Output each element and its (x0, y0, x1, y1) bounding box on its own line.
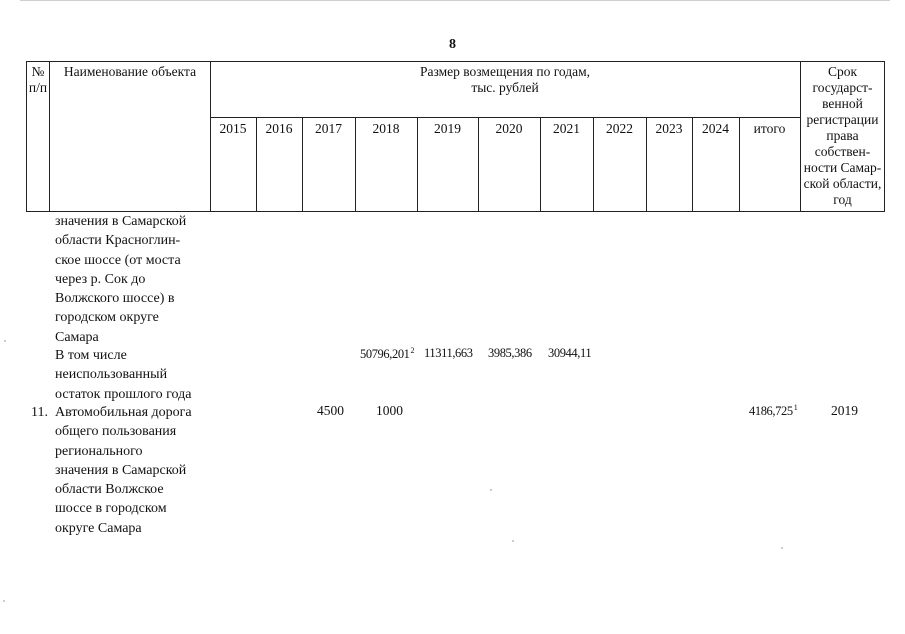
scan-speck (3, 600, 5, 602)
year-2017: 2017 (315, 121, 342, 136)
table-top-border (26, 61, 884, 62)
header-term: Срок государст-венной регистрации права собствен-ности Самар-ской области, год (803, 64, 882, 207)
col-border-right (884, 61, 885, 212)
subrow-2021-value: 30944,11 (548, 346, 592, 360)
subrow-2018-value (360, 346, 414, 362)
header-compensation: Размер возмещения по годам, тыс. рублей (419, 64, 591, 95)
year-2023: 2023 (655, 121, 683, 136)
footnote-mark: 1 (793, 403, 798, 412)
row11-2018-value: 1000 (376, 403, 403, 418)
row11-2017-value: 4500 (317, 403, 344, 418)
subrow-2019-value: 11311,663 (424, 346, 473, 360)
subrow-label: В том числе неиспользованный остаток прошлого года (55, 348, 192, 402)
scan-speck (781, 547, 783, 549)
scan-edge (20, 0, 890, 1)
row11-total-number: 4186,725 (749, 404, 793, 418)
row11-total-value (749, 403, 797, 419)
year-2015: 2015 (219, 121, 247, 136)
years-row-border (210, 117, 800, 118)
year-2019: 2019 (434, 121, 461, 136)
header-no: № п/п (28, 64, 48, 95)
scan-speck (512, 540, 514, 542)
header-name: Наименование объекта (63, 64, 197, 79)
footnote-mark: 2 (410, 346, 415, 355)
subrow-2018-number: 50796,201 (360, 347, 410, 361)
scan-speck (4, 340, 6, 342)
year-2016: 2016 (265, 121, 293, 136)
object-name: Автомобильная дорога общего пользования регионального значения в Самарской области Волжское шоссе в городском округе Самара (55, 405, 192, 536)
year-2022: 2022 (606, 121, 633, 136)
scan-speck (490, 489, 492, 491)
year-2020: 2020 (495, 121, 523, 136)
row11-term-value: 2019 (831, 403, 858, 418)
subrow-2020-value: 3985,386 (488, 346, 532, 360)
row-number: 11. (31, 405, 48, 420)
year-total: итого (753, 121, 786, 136)
year-2021: 2021 (553, 121, 580, 136)
page-number: 8 (449, 37, 456, 52)
year-2024: 2024 (702, 121, 729, 136)
year-2018: 2018 (372, 121, 400, 136)
continued-object-name: значения в Самарской области Красноглин- ское шоссе (от моста через р. Сок до Волжского шоссе) в городском округе Самара (55, 214, 187, 345)
